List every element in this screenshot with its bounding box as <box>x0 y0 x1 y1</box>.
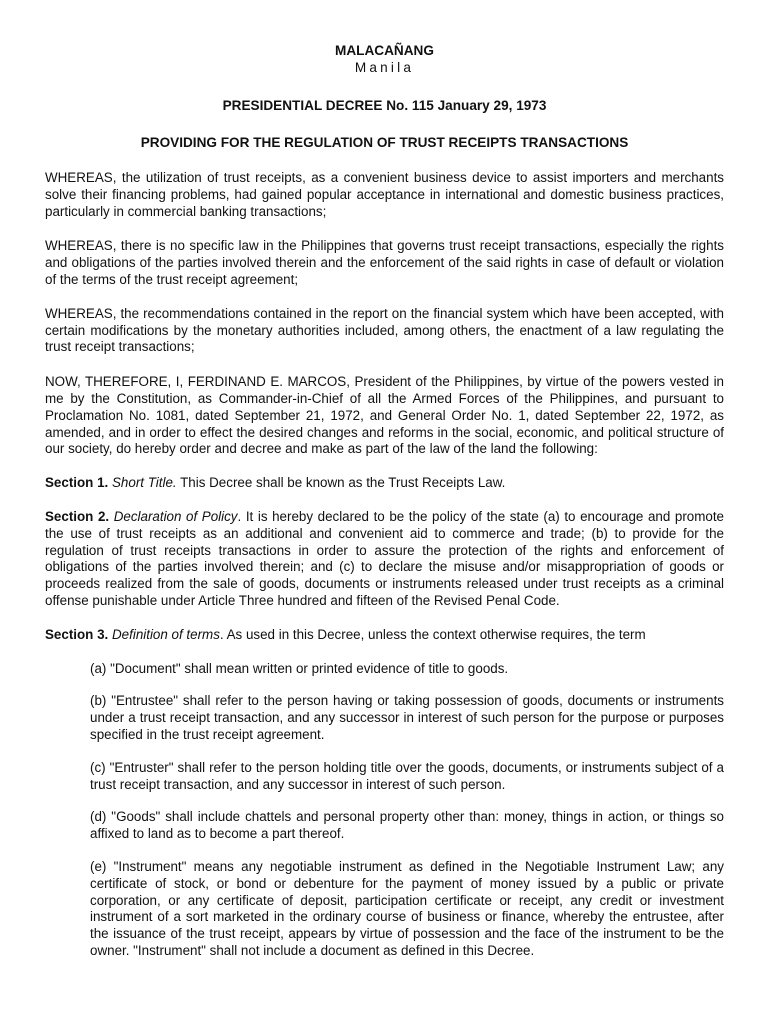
definition-document: (a) "Document" shall mean written or printed evidence of title to goods. <box>90 660 509 676</box>
section-3-text: . As used in this Decree, unless the context otherwise requires, the term <box>219 626 646 642</box>
city-heading: Manila <box>354 60 415 75</box>
decree-title: PROVIDING FOR THE REGULATION OF TRUST RECEIPTS TRANSACTIONS <box>140 135 629 150</box>
section-2-label: Section 2. <box>45 508 110 524</box>
decree-heading: PRESIDENTIAL DECREE No. 115 January 29, 1973 <box>222 98 547 113</box>
definition-entruster: (c) "Entruster" shall refer to the person holding title over the goods, documents, or instruments subject of a trust receipt transaction, and any successor in interest of such person. <box>90 759 724 792</box>
section-2-title: Declaration of Policy <box>113 508 238 524</box>
section-3-title: Definition of terms <box>112 626 220 642</box>
section-3-label: Section 3. <box>45 626 109 642</box>
section-1-title: Short Title. <box>112 475 177 491</box>
whereas-paragraph-2: WHEREAS, there is no specific law in the Philippines that governs trust receipt transactions, especially the rights and obligations of the parties involved therein and the enforcement of the said rights in case of default or violation of the terms of the trust receipt agreement; <box>45 238 724 287</box>
now-therefore-paragraph: NOW, THEREFORE, I, FERDINAND E. MARCOS, President of the Philippines, by virtue of the powers vested in me by the Constitution, as Commander-in-Chief of all the Armed Forces of the Philippines, and pursuant to Proclamation No. 1081, dated September 21, 1972, and General Order No. 1, dated September 22, 1972, as amended, and in order to effect the desired changes and reforms in the social, economic, and political structure of our society, do hereby order and decree and make as part of the law of the land the following: <box>45 374 724 457</box>
office-heading: MALACAÑANG <box>335 43 434 58</box>
section-1-text: This Decree shall be known as the Trust Receipts Law. <box>176 475 506 491</box>
definition-entrustee: (b) "Entrustee" shall refer to the person having or taking possession of goods, documents or instruments under a trust receipt transaction, and any successor in interest of such person for the purpose or purposes specified in the trust receipt agreement. <box>90 693 724 742</box>
section-2 <box>45 509 724 610</box>
definition-goods: (d) "Goods" shall include chattels and personal property other than: money, things in action, or things so affixed to land as to become a part thereof. <box>90 809 724 842</box>
section-2-text: . It is hereby declared to be the policy of the state (a) to encourage and promote the use of trust receipts as an additional and convenient aid to commerce and trade; (b) to provide for the regulation of trust receipts transactions in order to assure the protection of the rights and enforcement of obligations of the parties involved therein; and (c) to declare the misuse and/or misappropriation of goods or proceeds realized from the sale of goods, documents or instruments released under trust receipts as a criminal offense punishable under Article Three hundred and fifteen of the Revised Penal Code. <box>45 508 724 608</box>
whereas-paragraph-1: WHEREAS, the utilization of trust receipts, as a convenient business device to assist importers and merchants solve their financing problems, had gained popular acceptance in international and domestic business practices, particularly in commercial banking transactions; <box>45 170 724 219</box>
whereas-paragraph-3: WHEREAS, the recommendations contained in the report on the financial system which have been accepted, with certain modifications by the monetary authorities included, among others, the enactment of a law regulating the trust receipt transactions; <box>45 305 724 355</box>
section-1-label: Section 1. <box>45 475 109 491</box>
section-3 <box>45 627 724 644</box>
section-1 <box>45 475 724 492</box>
definition-instrument: (e) "Instrument" means any negotiable instrument as defined in the Negotiable Instrument Law; any certificate of stock, or bond or debenture for the payment of money issued by a public or private corporation, or any certificate of deposit, participation certificate or receipt, any credit or investment instrument of a sort marketed in the ordinary course of business or finance, whereby the entrustee, after the issuance of the trust receipt, appears by virtue of possession and the face of the instrument to be the owner. "Instrument" shall not include a document as defined in this Decree. <box>90 858 724 958</box>
